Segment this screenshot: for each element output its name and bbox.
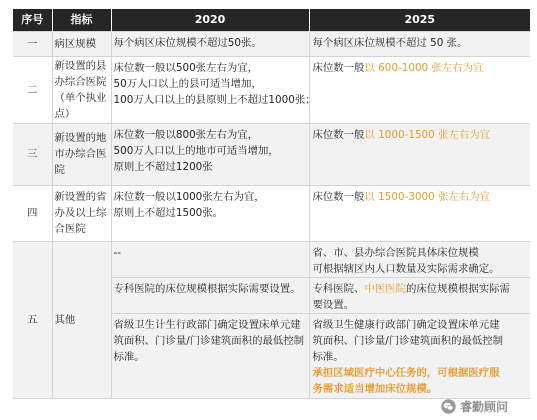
text-line: 100万人口以上的县原则上不超过1000张；: [113, 93, 316, 106]
text-line: 标准。: [312, 350, 344, 363]
highlight-text: 务需求适当增加床位规模。: [312, 382, 438, 395]
cell-2025: [309, 241, 530, 277]
header-2020: 2020: [111, 9, 309, 31]
cell-2020: [111, 56, 316, 123]
indicator-line: 新设置的县: [54, 59, 107, 72]
highlight-text: 以 1000-1500 张左右为宜: [364, 128, 491, 141]
indicator-line: 办及以上综: [54, 207, 107, 219]
indicator-line: 办综合医院: [54, 75, 107, 88]
table-row: [13, 31, 530, 56]
text-line: 原则上不超过1500张。: [113, 206, 224, 219]
text-line: 每个病区床位规模不超过 50 张。: [312, 36, 468, 49]
text-line: 省级卫生健康行政部门确定设置床单元建: [312, 318, 500, 331]
text-line: 可根据辖区内人口数量及实际需求确定。: [312, 262, 500, 275]
text-line: [313, 281, 531, 297]
table-row: [13, 56, 530, 123]
row-number: 四: [13, 185, 52, 241]
text-line: 筑面积、门诊量/门诊建筑面积的最低控制: [113, 334, 305, 347]
header-2025: 2025: [309, 9, 530, 31]
highlight-text: 以 600-1000 张左右为宜: [364, 61, 484, 74]
table-row: [13, 185, 530, 241]
indicator-cell: [52, 56, 111, 123]
text-line: --: [113, 246, 121, 259]
text-segment: 床位数一般: [312, 61, 365, 74]
watermark-text: 睿勤顾问: [460, 399, 509, 414]
watermark: [441, 397, 508, 415]
text-line: [313, 127, 531, 143]
text-line: 每个病区床位规模不超过50张。: [113, 36, 262, 49]
cell-2025: [309, 277, 530, 313]
indicator-line: 市办综合医: [54, 148, 107, 160]
row-number: 一: [13, 31, 52, 56]
text-line: 床位数一般以800张左右为宜，: [113, 128, 259, 141]
comparison-table: [13, 9, 530, 399]
text-line: 要设置。: [312, 298, 355, 311]
text-line: [313, 60, 531, 76]
indicator-line: （单个执业: [54, 91, 107, 104]
header-no: 序号: [13, 9, 52, 31]
wechat-icon: [441, 399, 456, 414]
cell-2020: [111, 185, 309, 241]
text-segment: 床位数一般: [312, 128, 365, 141]
cell-2025: [309, 56, 530, 123]
table-row: [13, 123, 530, 185]
header-row: [13, 9, 530, 31]
indicator-cell: [52, 31, 111, 56]
indicator-cell: [52, 241, 111, 398]
text-line: 床位数一般以500张左右为宜，: [113, 61, 259, 74]
text-line: [313, 381, 531, 397]
text-line: [313, 365, 531, 381]
text-segment: 专科医院、: [312, 282, 365, 295]
indicator-line: 病区规模: [54, 37, 97, 50]
text-line: 省、市、县办综合医院具体床位规模: [312, 246, 479, 259]
cell-2025: [309, 31, 530, 56]
indicator-line: 点）: [54, 107, 76, 120]
row-number: 二: [13, 56, 52, 123]
table-row: [13, 241, 530, 277]
header-indicator: 指标: [52, 9, 111, 31]
indicator-line: 新设置的省: [54, 191, 107, 203]
indicator-line: 其他: [54, 313, 76, 326]
indicator-line: 新设置的地: [54, 132, 107, 144]
text-line: 50万人口以上的县可适当增加，: [113, 77, 262, 90]
text-line: 原则上不超过1200张: [113, 160, 213, 173]
highlight-text: 中医医院: [364, 282, 407, 295]
text-line: [313, 189, 531, 205]
cell-2020: [111, 31, 309, 56]
highlight-text: 以 1500-3000 张左右为宜: [364, 190, 491, 203]
indicator-line: 合医院: [54, 223, 86, 235]
text-line: 500万人口以上的地市可适当增加，: [113, 144, 279, 157]
text-line: 筑面积、门诊量/门诊建筑面积的最低控制: [312, 334, 504, 347]
text-line: 标准。: [113, 350, 145, 363]
cell-2020: [111, 277, 309, 313]
indicator-cell: [52, 123, 111, 185]
text-segment: 的床位规模根据实际需: [406, 282, 510, 295]
indicator-line: 院: [54, 164, 65, 176]
row-number: 五: [13, 241, 52, 398]
text-line: 床位数一般以1000张左右为宜，: [113, 190, 265, 203]
row-number: 三: [13, 123, 52, 185]
cell-2025: [309, 185, 530, 241]
text-line: 专科医院的床位规模根据实际需要设置。: [113, 282, 301, 295]
table-header: [13, 9, 530, 31]
cell-2025: [309, 123, 530, 185]
cell-2020: [111, 241, 309, 277]
text-line: 省级卫生计生行政部门确定设置床单元建: [113, 318, 301, 331]
highlight-text: 承担区域医疗中心任务的，可根据医疗服: [312, 366, 500, 379]
table-container: [13, 9, 530, 399]
cell-2020: [111, 123, 309, 185]
indicator-cell: [52, 185, 111, 241]
cell-2025: [309, 313, 530, 398]
text-segment: 床位数一般: [312, 190, 365, 203]
cell-2020: [111, 313, 309, 398]
table-body: [13, 31, 530, 398]
